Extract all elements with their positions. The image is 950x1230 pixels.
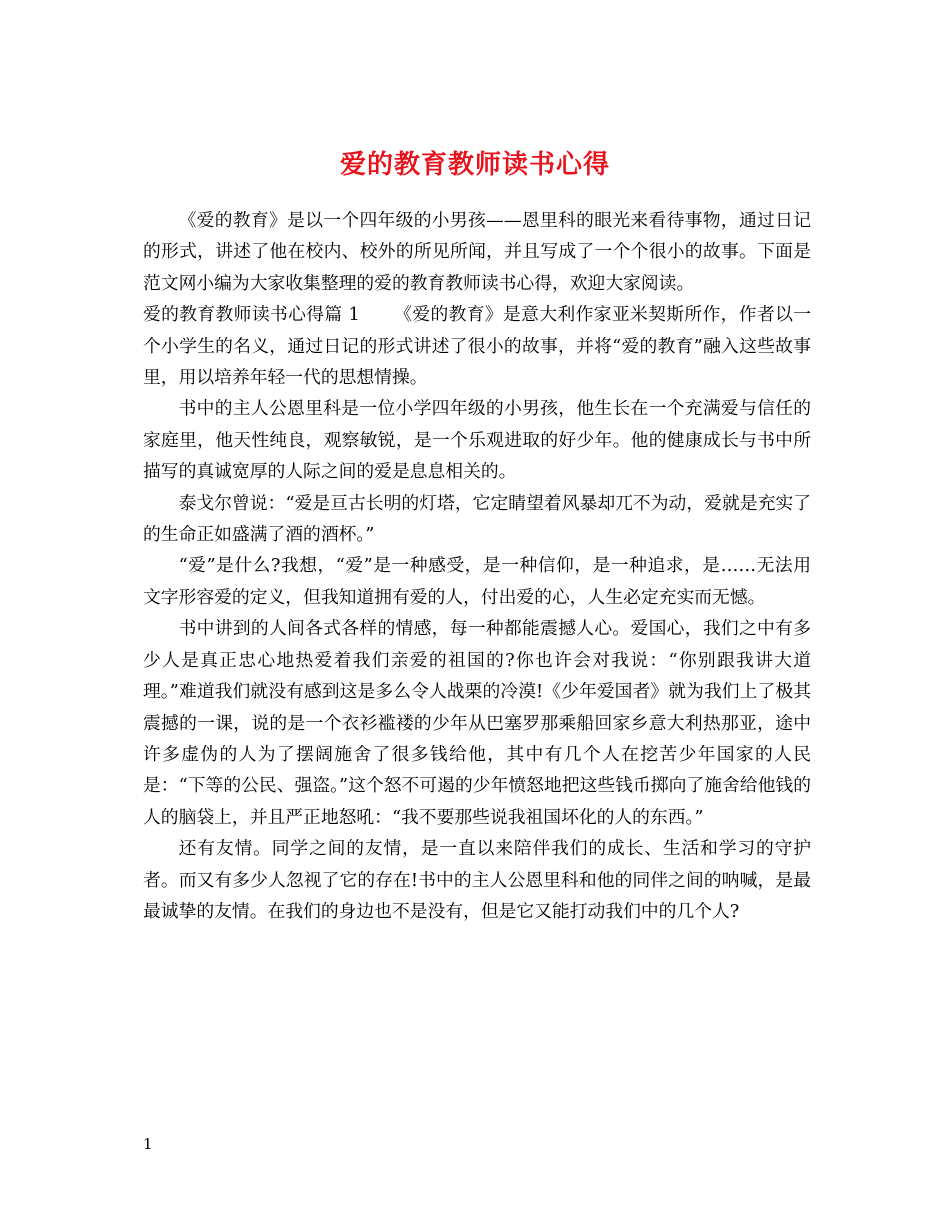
section-first-text: 《爱的教育》是意大利作家亚米契斯所作，作者以一个小学生的名义，通过日记的形式讲述了很小的故事，并将“爱的教育”融入这些故事里，用以培养年轻一代的思想情操。 — [143, 304, 811, 389]
body-paragraph: “爱”是什么?我想，“爱”是一种感受，是一种信仰，是一种追求，是……无法用文字形容爱的定义，但我知道拥有爱的人，付出爱的心，人生必定充实而无憾。 — [143, 555, 811, 608]
document-body — [143, 205, 811, 927]
intro-paragraph: 《爱的教育》是以一个四年级的小男孩——恩里科的眼光来看待事物，通过日记的形式，讲述了他在校内、校外的所见所闻，并且写成了一个个很小的故事。下面是范文网小编为大家收集整理的爱的教育教师读书心得，欢迎大家阅读。 — [143, 210, 811, 294]
page-number: 1 — [143, 1135, 153, 1153]
body-paragraph: 泰戈尔曾说：“爱是亘古长明的灯塔，它定睛望着风暴却兀不为动，爱就是充实了的生命正如盛满了酒的酒杯。” — [143, 492, 811, 546]
body-paragraph: 书中的主人公恩里科是一位小学四年级的小男孩，他生长在一个充满爱与信任的家庭里，他天性纯良，观察敏锐，是一个乐观进取的好少年。他的健康成长与书中所描写的真诚宽厚的人际之间的爱是息息相关的。 — [143, 398, 811, 483]
section-first-paragraph — [143, 299, 811, 393]
body-paragraph: 书中讲到的人间各式各样的情感，每一种都能震撼人心。爱国心，我们之中有多少人是真正忠心地热爱着我们亲爱的祖国的?你也许会对我说：“你别跟我讲大道理。”难道我们就没有感到这是多么令人战栗的冷漠!《少年爱国者》就为我们上了极其震撼的一课，说的是一个衣衫褴褛的少年从巴塞罗那乘船回家乡意大利热那亚，途中许多虚伪的人为了摆阔施舍了很多钱给他，其中有几个人在挖苦少年国家的人民是：“下等的公民、强盗。”这个怒不可遏的少年愤怒地把这些钱币掷向了施舍给他钱的人的脑袋上，并且严正地怒吼：“我不要那些说我祖国坏化的人的东西。” — [143, 618, 811, 828]
section-heading: 爱的教育教师读书心得篇 1 — [143, 304, 360, 326]
body-paragraph: 还有友情。同学之间的友情，是一直以来陪伴我们的成长、生活和学习的守护者。而又有多少人忽视了它的存在!书中的主人公恩里科和他的同伴之间的呐喊，是最最诚挚的友情。在我们的身边也不是没有，但是它又能打动我们中的几个人? — [143, 838, 811, 922]
document-title: 爱的教育教师读书心得 — [339, 150, 610, 181]
